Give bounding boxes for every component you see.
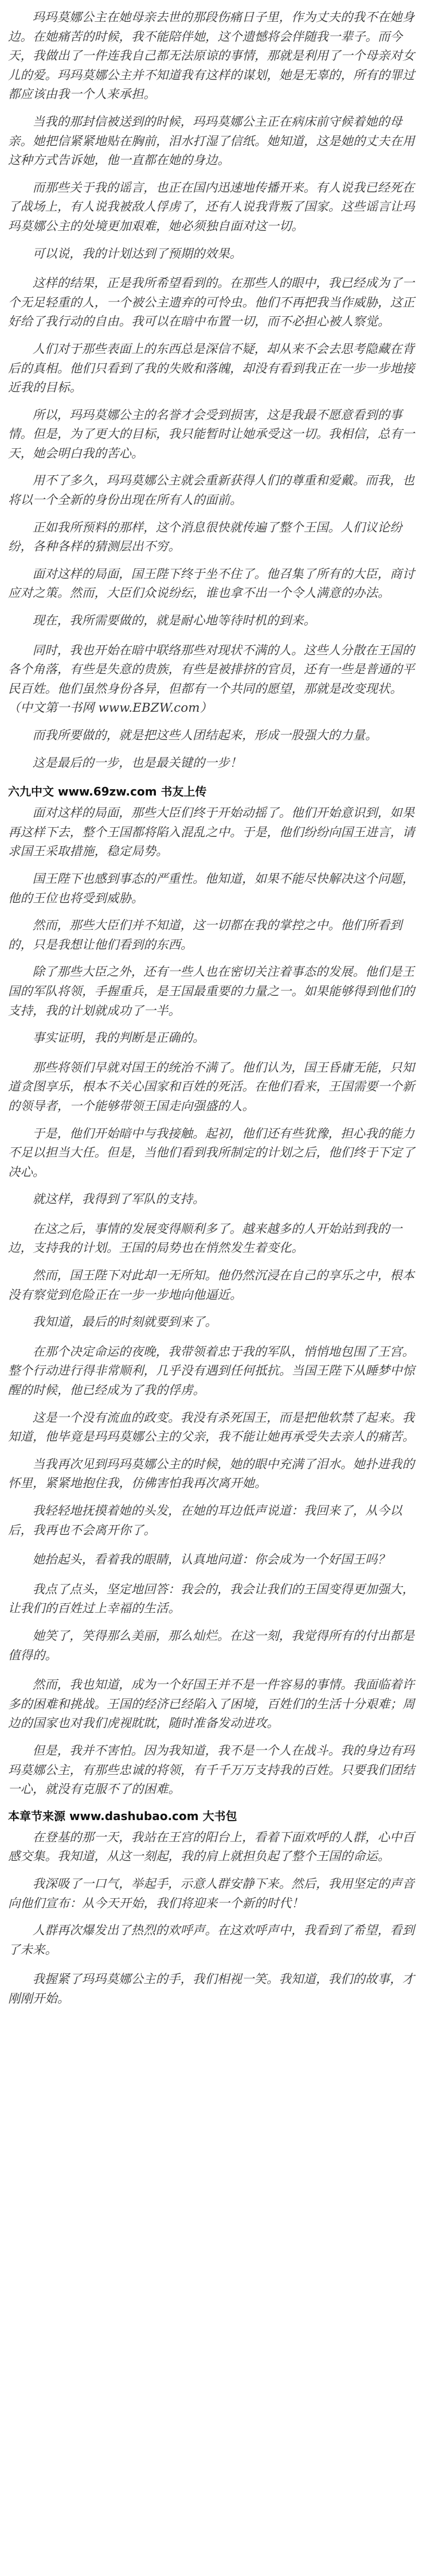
paragraph: 国王陛下也感到事态的严重性。他知道，如果不能尽快解决这个问题，他的王位也将受到威胁。 — [8, 871, 415, 906]
paragraph: 当我的那封信被送到的时候，玛玛莫娜公主正在病床前守候着她的母亲。她把信紧紧地贴在胸前，泪水打湿了信纸。她知道，这是她的丈夫在用这种方式告诉她，他一直都在她的身边。 — [8, 114, 415, 168]
paragraph-group-top — [8, 8, 421, 773]
paragraph: 人们对于那些表面上的东西总是深信不疑，却从来不会去思考隐藏在背后的真相。他们只看到了我的失败和落魄，却没有看到我正在一步一步地接近我的目标。 — [8, 342, 415, 395]
paragraph: 而我所要做的，就是把这些人团结起来，形成一股强大的力量。 — [32, 728, 378, 743]
paragraph: 然而，我也知道，成为一个好国王并不是一件容易的事情。我面临着许多的困难和挑战。王国的经济已经陷入了困境，百姓们的生活十分艰难；周边的国家也对我们虎视眈眈，随时准备发动进攻。 — [8, 1678, 415, 1731]
paragraph: 在那个决定命运的夜晚，我带领着忠于我的军队，悄悄地包围了王宫。整个行动进行得非常顺利，几乎没有遇到任何抵抗。当国王陛下从睡梦中惊醒的时候，他已经成为了我的俘虏。 — [8, 1344, 415, 1398]
paragraph: 她抬起头，看着我的眼睛，认真地问道：你会成为一个好国王吗？ — [32, 1553, 390, 1568]
paragraph-group-middle — [8, 804, 421, 1799]
paragraph: 这是一个没有流血的政变。我没有杀死国王，而是把他软禁了起来。我知道，他毕竟是玛玛莫娜公主的父亲，我不能让她再承受失去亲人的痛苦。 — [8, 1410, 415, 1445]
paragraph: 这样的结果，正是我所希望看到的。在那些人的眼中，我已经成为了一个无足轻重的人，一个被公主遗弃的可怜虫。他们不再把我当作威胁，这正好给了我行动的自由。我可以在暗中布置一切，而不必担心被人察觉。 — [8, 276, 415, 329]
paragraph: 同时，我也开始在暗中联络那些对现状不满的人。这些人分散在王国的各个角落，有些是失意的贵族，有些是被排挤的官员，还有一些是普通的平民百姓。他们虽然身份各异，但都有一个共同的愿望，那就是改变现状。（中文第一书网 www.EBZW.com） — [8, 643, 415, 716]
paragraph: 她笑了，笑得那么美丽，那么灿烂。在这一刻，我觉得所有的付出都是值得的。 — [8, 1628, 415, 1663]
paragraph: 在这之后，事情的发展变得顺利多了。越来越多的人开始站到我的一边，支持我的计划。王国的局势也在悄然发生着变化。 — [8, 1221, 402, 1256]
paragraph: 然而，那些大臣们并不知道，这一切都在我的掌控之中。他们所看到的，只是我想让他们看到的东西。 — [8, 918, 402, 952]
site-watermark-1 — [8, 783, 421, 800]
paragraph: 然而，国王陛下对此却一无所知。他仍然沉浸在自己的享乐之中，根本没有察觉到危险正在一步一步地向他逼近。 — [8, 1268, 415, 1302]
paragraph: 所以，玛玛莫娜公主的名誉才会受到损害，这是我最不愿意看到的事情。但是，为了更大的目标，我只能暂时让她承受这一切。我相信，总有一天，她会明白我的苦心。 — [8, 408, 415, 461]
watermark-text: 本章节来源 www.dashubao.com 大书包 — [8, 1809, 237, 1823]
paragraph: 正如我所预料的那样，这个消息很快就传遍了整个王国。人们议论纷纷，各种各样的猜测层出不穷。 — [8, 520, 402, 554]
paragraph: 事实证明，我的判断是正确的。 — [32, 1031, 205, 1046]
paragraph: 这是最后的一步，也是最关键的一步！ — [32, 755, 243, 770]
paragraph: 人群再次爆发出了热烈的欢呼声。在这欢呼声中，我看到了希望，看到了未来。 — [8, 1923, 415, 1957]
paragraph: 但是，我并不害怕。因为我知道，我不是一个人在战斗。我的身边有玛玛莫娜公主，有那些忠诚的将领，有千千万万支持我的百姓。只要我们团结一心，就没有克服不了的困难。 — [8, 1743, 415, 1797]
paragraph: 现在，我所需要做的，就是耐心地等待时机的到来。 — [32, 614, 316, 629]
paragraph-group-bottom — [8, 1828, 421, 2009]
paragraph: 我深吸了一口气，举起手，示意人群安静下来。然后，我用坚定的声音向他们宣布：从今天开始，我们将迎来一个新的时代！ — [8, 1876, 415, 1911]
paragraph: 我握紧了玛玛莫娜公主的手，我们相视一笑。我知道，我们的故事，才刚刚开始。 — [8, 1972, 415, 2006]
paragraph: 我知道，最后的时刻就要到来了。 — [32, 1315, 218, 1330]
paragraph: 那些将领们早就对国王的统治不满了。他们认为，国王昏庸无能，只知道贪图享乐，根本不关心国家和百姓的死活。在他们看来，王国需要一个新的领导者，一个能够带领王国走向强盛的人。 — [8, 1060, 415, 1114]
paragraph: 在登基的那一天，我站在王宫的阳台上，看着下面欢呼的人群，心中百感交集。我知道，从这一刻起，我的肩上就担负起了整个王国的命运。 — [8, 1830, 415, 1864]
paragraph: 除了那些大臣之外，还有一些人也在密切关注着事态的发展。他们是王国的军队将领，手握重兵，是王国最重要的力量之一。如果能够得到他们的支持，我的计划就成功了一半。 — [8, 965, 415, 1018]
paragraph: 于是，他们开始暗中与我接触。起初，他们还有些犹豫，担心我的能力不足以担当大任。但是，当他们看到我所制定的计划之后，他们终于下定了决心。 — [8, 1126, 415, 1180]
watermark-text: 六九中文 www.69zw.com 书友上传 — [8, 785, 207, 799]
site-watermark-2 — [8, 1807, 421, 1825]
paragraph: 我点了点头，坚定地回答：我会的，我会让我们的王国变得更加强大，让我们的百姓过上幸福的生活。 — [8, 1582, 415, 1616]
paragraph: 用不了多久，玛玛莫娜公主就会重新获得人们的尊重和爱戴。而我，也将以一个全新的身份出现在所有人的面前。 — [8, 474, 415, 508]
paragraph: 面对这样的局面，那些大臣们终于开始动摇了。他们开始意识到，如果再这样下去，整个王国都将陷入混乱之中。于是，他们纷纷向国王进言，请求国王采取措施，稳定局势。 — [8, 806, 415, 859]
paragraph: 当我再次见到玛玛莫娜公主的时候，她的眼中充满了泪水。她扑进我的怀里，紧紧地抱住我，仿佛害怕我再次离开她。 — [8, 1457, 415, 1491]
paragraph: 就这样，我得到了军队的支持。 — [32, 1192, 205, 1207]
paragraph: 面对这样的局面，国王陛下终于坐不住了。他召集了所有的大臣，商讨应对之策。然而，大臣们众说纷纭，谁也拿不出一个令人满意的办法。 — [8, 567, 415, 601]
paragraph: 玛玛莫娜公主在她母亲去世的那段伤痛日子里，作为丈夫的我不在她身边。在她痛苦的时候，我不能陪伴她，这个遗憾将会伴随我一辈子。而今天，我做出了一件连我自己都无法原谅的事情，那就是利用了一个母亲对女儿的爱。玛玛莫娜公主并不知道我有这样的谋划，她是无辜的，所有的罪过都应该由我一个人来承担。 — [8, 10, 415, 102]
paragraph: 可以说，我的计划达到了预期的效果。 — [32, 246, 243, 261]
paragraph: 我轻轻地抚摸着她的头发，在她的耳边低声说道：我回来了，从今以后，我再也不会离开你了。 — [8, 1504, 402, 1538]
paragraph: 而那些关于我的谣言，也正在国内迅速地传播开来。有人说我已经死在了战场上，有人说我被敌人俘虏了，还有人说我背叛了国家。这些谣言让玛玛莫娜公主的处境更加艰难，她必须独自面对这一切。 — [8, 180, 415, 234]
